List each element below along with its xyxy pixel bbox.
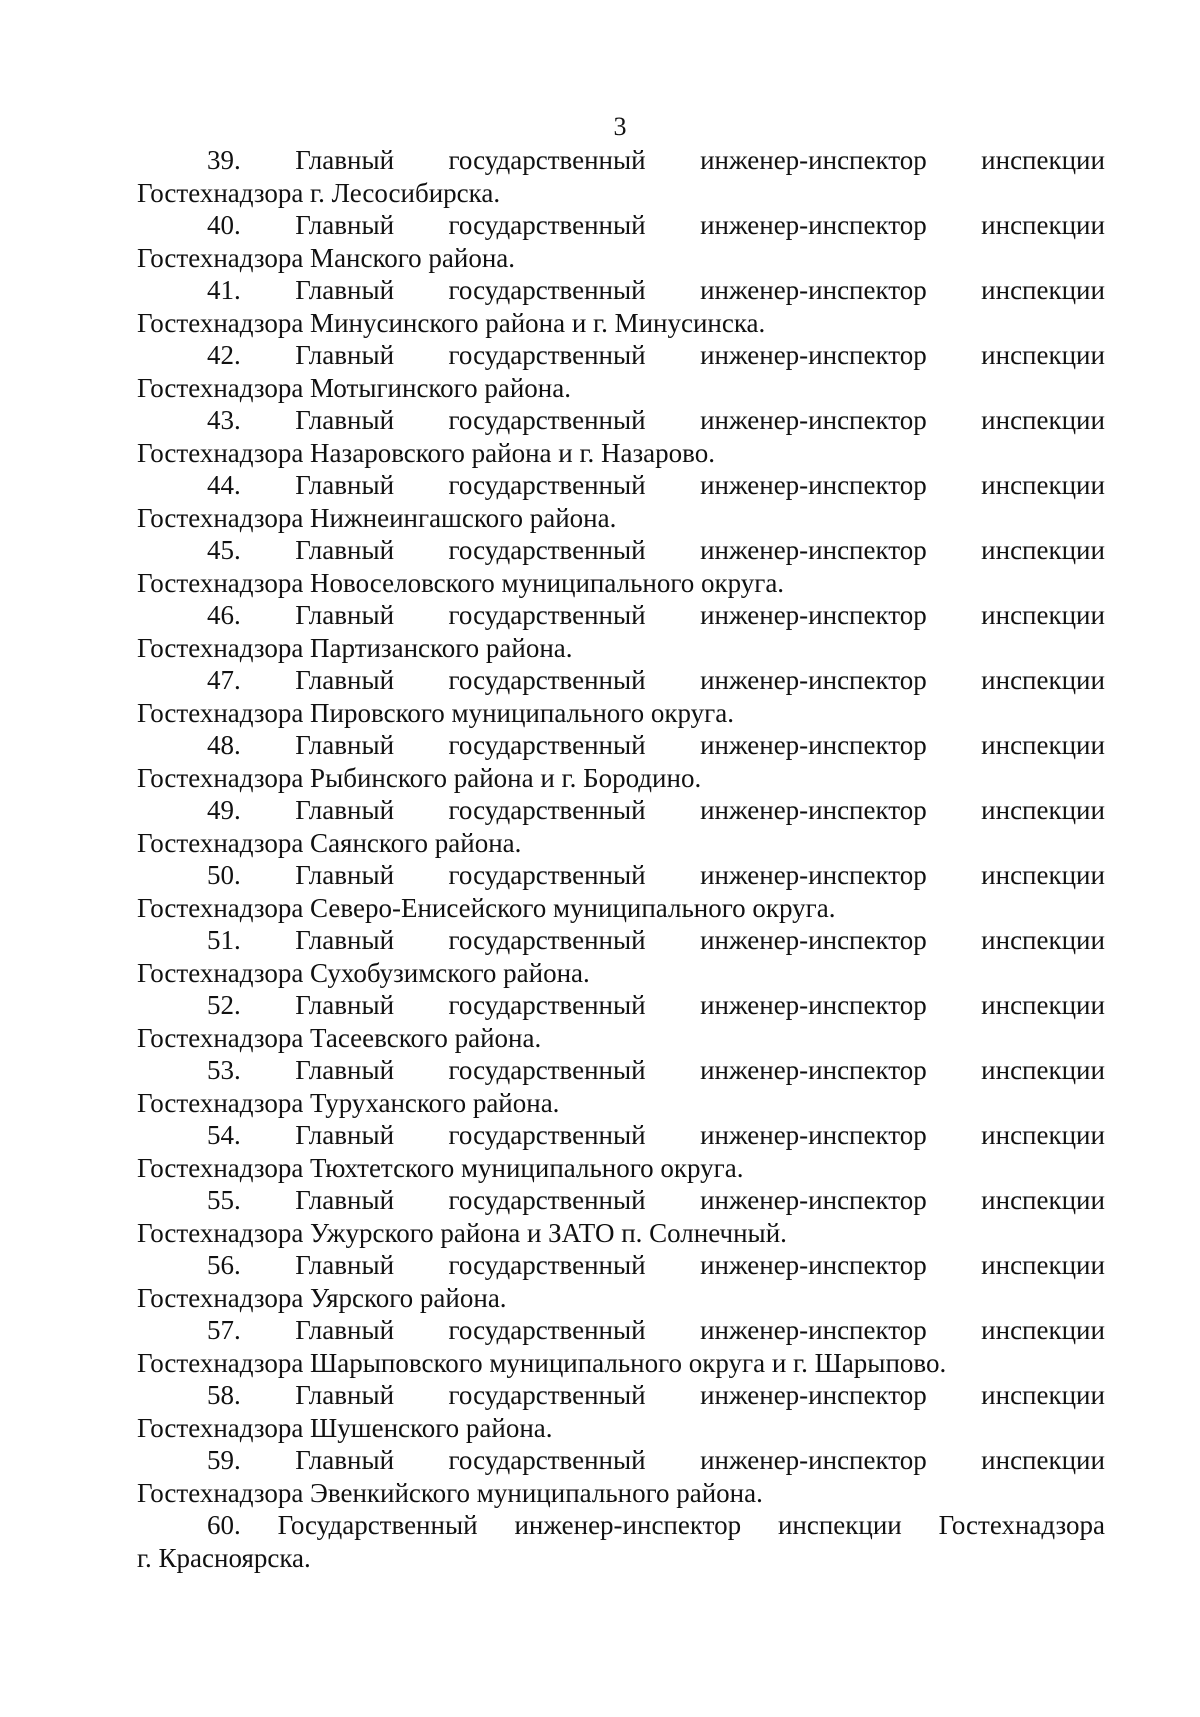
list-item-continuation: Гостехнадзора Минусинского района и г. Минусинска. — [137, 307, 766, 338]
item-word: инженер-инспектор — [700, 275, 927, 305]
list-item — [137, 1249, 1105, 1314]
list-item-first-line — [137, 339, 1105, 372]
item-word: инженер-инспектор — [700, 1120, 927, 1150]
item-word: инженер-инспектор — [700, 405, 927, 435]
item-word: инспекции — [981, 665, 1105, 695]
list-item-continuation: Гостехнадзора Пировского муниципального округа. — [137, 697, 734, 728]
item-word: инженер-инспектор — [700, 665, 927, 695]
item-word: Государственный — [277, 1510, 478, 1540]
item-word: Главный — [295, 665, 395, 695]
list-item — [137, 534, 1105, 599]
item-word: инспекции — [981, 1445, 1105, 1475]
item-word: Главный — [295, 1445, 395, 1475]
item-word: Главный — [295, 1250, 395, 1280]
item-word: Главный — [295, 1315, 395, 1345]
item-word: инженер-инспектор — [700, 1250, 927, 1280]
list-item — [137, 1184, 1105, 1249]
list-item-first-line — [137, 1249, 1105, 1282]
item-number: 55. — [207, 1185, 241, 1215]
list-item-first-line — [137, 1509, 1105, 1542]
item-number: 40. — [207, 210, 241, 240]
list-item-first-line — [137, 1379, 1105, 1412]
item-word: Главный — [295, 795, 395, 825]
list-item-continuation: Гостехнадзора Северо-Енисейского муниципального округа. — [137, 892, 836, 923]
item-word: Главный — [295, 730, 395, 760]
list-item — [137, 794, 1105, 859]
item-word: инспекции — [981, 210, 1105, 240]
item-word: государственный — [448, 665, 646, 695]
item-word: инспекции — [981, 600, 1105, 630]
list-item — [137, 664, 1105, 729]
item-word: инженер-инспектор — [700, 145, 927, 175]
list-item — [137, 859, 1105, 924]
list-item — [137, 404, 1105, 469]
item-number: 58. — [207, 1380, 241, 1410]
item-word: Главный — [295, 340, 395, 370]
item-word: Главный — [295, 1120, 395, 1150]
item-number: 60. — [207, 1510, 241, 1540]
list-item-continuation: Гостехнадзора Партизанского района. — [137, 632, 573, 663]
item-word: государственный — [448, 795, 646, 825]
item-word: государственный — [448, 1445, 646, 1475]
list-item — [137, 599, 1105, 664]
item-word: инженер-инспектор — [700, 1055, 927, 1085]
list-item-continuation: Гостехнадзора Тасеевского района. — [137, 1022, 542, 1053]
item-word: Главный — [295, 275, 395, 305]
item-word: Главный — [295, 990, 395, 1020]
item-number: 43. — [207, 405, 241, 435]
list-item — [137, 274, 1105, 339]
list-item — [137, 1119, 1105, 1184]
item-word: инженер-инспектор — [700, 795, 927, 825]
item-word: государственный — [448, 860, 646, 890]
list-item-first-line — [137, 794, 1105, 827]
item-word: инженер-инспектор — [700, 990, 927, 1020]
list-item-first-line — [137, 1054, 1105, 1087]
list-item-first-line — [137, 144, 1105, 177]
item-word: инспекции — [981, 730, 1105, 760]
item-number: 48. — [207, 730, 241, 760]
item-word: Главный — [295, 1380, 395, 1410]
list-item-first-line — [137, 664, 1105, 697]
item-word: государственный — [448, 1380, 646, 1410]
item-number: 46. — [207, 600, 241, 630]
list-item-first-line — [137, 404, 1105, 437]
item-word: инспекции — [981, 340, 1105, 370]
list-item — [137, 469, 1105, 534]
item-number: 56. — [207, 1250, 241, 1280]
list-item — [137, 1314, 1105, 1379]
list-item-continuation: Гостехнадзора Манского района. — [137, 242, 515, 273]
item-word: инженер-инспектор — [700, 535, 927, 565]
list-item-continuation: Гостехнадзора Шушенского района. — [137, 1412, 553, 1443]
list-item-continuation: Гостехнадзора Тюхтетского муниципального округа. — [137, 1152, 744, 1183]
item-word: инженер-инспектор — [700, 1445, 927, 1475]
list-item-continuation: Гостехнадзора Саянского района. — [137, 827, 522, 858]
list-item-continuation: Гостехнадзора Мотыгинского района. — [137, 372, 571, 403]
item-number: 44. — [207, 470, 241, 500]
item-word: Гостехнадзора — [938, 1510, 1105, 1540]
list-item-first-line — [137, 989, 1105, 1022]
list-item-first-line — [137, 1444, 1105, 1477]
item-word: государственный — [448, 990, 646, 1020]
list-item-first-line — [137, 599, 1105, 632]
item-number: 42. — [207, 340, 241, 370]
list-item-first-line — [137, 1314, 1105, 1347]
list-item — [137, 729, 1105, 794]
item-word: инспекции — [981, 990, 1105, 1020]
list-item-continuation: Гостехнадзора Нижнеингашского района. — [137, 502, 617, 533]
item-word: государственный — [448, 405, 646, 435]
item-word: Главный — [295, 535, 395, 565]
item-word: Главный — [295, 1055, 395, 1085]
list-item-continuation: Гостехнадзора Шарыповского муниципального округа и г. Шарыпово. — [137, 1347, 947, 1378]
list-item-first-line — [137, 469, 1105, 502]
list-item-first-line — [137, 729, 1105, 762]
list-item-continuation: Гостехнадзора г. Лесосибирска. — [137, 177, 501, 208]
item-word: государственный — [448, 600, 646, 630]
item-word: инспекции — [981, 535, 1105, 565]
item-word: инспекции — [981, 925, 1105, 955]
item-number: 53. — [207, 1055, 241, 1085]
list-item-first-line — [137, 209, 1105, 242]
list-item-continuation: Гостехнадзора Рыбинского района и г. Бородино. — [137, 762, 702, 793]
item-word: государственный — [448, 275, 646, 305]
item-number: 57. — [207, 1315, 241, 1345]
item-word: инженер-инспектор — [700, 600, 927, 630]
item-word: государственный — [448, 470, 646, 500]
list-item-continuation: Гостехнадзора Уярского района. — [137, 1282, 507, 1313]
list-item — [137, 1509, 1105, 1574]
item-word: инженер-инспектор — [700, 210, 927, 240]
list-item — [137, 144, 1105, 209]
list-item-continuation: Гостехнадзора Сухобузимского района. — [137, 957, 590, 988]
item-word: государственный — [448, 1120, 646, 1150]
list-item — [137, 339, 1105, 404]
item-word: государственный — [448, 210, 646, 240]
item-word: Главный — [295, 860, 395, 890]
item-word: инспекции — [981, 860, 1105, 890]
page-number: 3 — [613, 112, 627, 141]
item-number: 41. — [207, 275, 241, 305]
list-item-first-line — [137, 1184, 1105, 1217]
item-word: Главный — [295, 210, 395, 240]
item-word: государственный — [448, 925, 646, 955]
item-number: 52. — [207, 990, 241, 1020]
item-number: 50. — [207, 860, 241, 890]
item-word: Главный — [295, 405, 395, 435]
item-word: Главный — [295, 1185, 395, 1215]
item-word: инженер-инспектор — [514, 1510, 742, 1540]
item-word: инспекции — [981, 1185, 1105, 1215]
item-word: инспекции — [777, 1510, 902, 1540]
item-word: инспекции — [981, 1055, 1105, 1085]
item-word: инспекции — [981, 1380, 1105, 1410]
item-word: государственный — [448, 535, 646, 565]
list-item-continuation: Гостехнадзора Эвенкийского муниципального района. — [137, 1477, 763, 1508]
item-word: инженер-инспектор — [700, 1315, 927, 1345]
item-number: 45. — [207, 535, 241, 565]
list-item-first-line — [137, 859, 1105, 892]
item-word: инженер-инспектор — [700, 730, 927, 760]
list-item — [137, 989, 1105, 1054]
list-item — [137, 1444, 1105, 1509]
item-word: инженер-инспектор — [700, 470, 927, 500]
item-word: Главный — [295, 925, 395, 955]
item-word: государственный — [448, 1055, 646, 1085]
item-number: 47. — [207, 665, 241, 695]
list-item — [137, 1379, 1105, 1444]
list-item-continuation: Гостехнадзора Ужурского района и ЗАТО п. Солнечный. — [137, 1217, 787, 1248]
list-item-continuation: г. Красноярска. — [137, 1542, 311, 1573]
list-item-first-line — [137, 534, 1105, 567]
list-item-first-line — [137, 274, 1105, 307]
item-word: инженер-инспектор — [700, 860, 927, 890]
item-word: Главный — [295, 600, 395, 630]
list-item-first-line — [137, 1119, 1105, 1152]
item-word: инженер-инспектор — [700, 1380, 927, 1410]
item-word: инспекции — [981, 275, 1105, 305]
item-word: инспекции — [981, 795, 1105, 825]
position-list — [137, 144, 1105, 1574]
item-number: 59. — [207, 1445, 241, 1475]
item-word: инспекции — [981, 1120, 1105, 1150]
list-item — [137, 1054, 1105, 1119]
item-word: инспекции — [981, 470, 1105, 500]
item-word: государственный — [448, 1250, 646, 1280]
list-item-continuation: Гостехнадзора Новоселовского муниципального округа. — [137, 567, 785, 598]
item-number: 51. — [207, 925, 241, 955]
item-word: инженер-инспектор — [700, 925, 927, 955]
list-item-continuation: Гостехнадзора Туруханского района. — [137, 1087, 560, 1118]
list-item — [137, 209, 1105, 274]
item-word: инспекции — [981, 1315, 1105, 1345]
item-word: государственный — [448, 145, 646, 175]
item-word: инспекции — [981, 145, 1105, 175]
item-number: 49. — [207, 795, 241, 825]
item-word: инспекции — [981, 1250, 1105, 1280]
item-word: государственный — [448, 1185, 646, 1215]
item-number: 54. — [207, 1120, 241, 1150]
item-word: инженер-инспектор — [700, 1185, 927, 1215]
list-item-first-line — [137, 924, 1105, 957]
item-number: 39. — [207, 145, 241, 175]
list-item — [137, 924, 1105, 989]
item-word: Главный — [295, 470, 395, 500]
item-word: государственный — [448, 340, 646, 370]
item-word: инженер-инспектор — [700, 340, 927, 370]
item-word: государственный — [448, 1315, 646, 1345]
item-word: инспекции — [981, 405, 1105, 435]
item-word: Главный — [295, 145, 395, 175]
item-word: государственный — [448, 730, 646, 760]
list-item-continuation: Гостехнадзора Назаровского района и г. Назарово. — [137, 437, 715, 468]
